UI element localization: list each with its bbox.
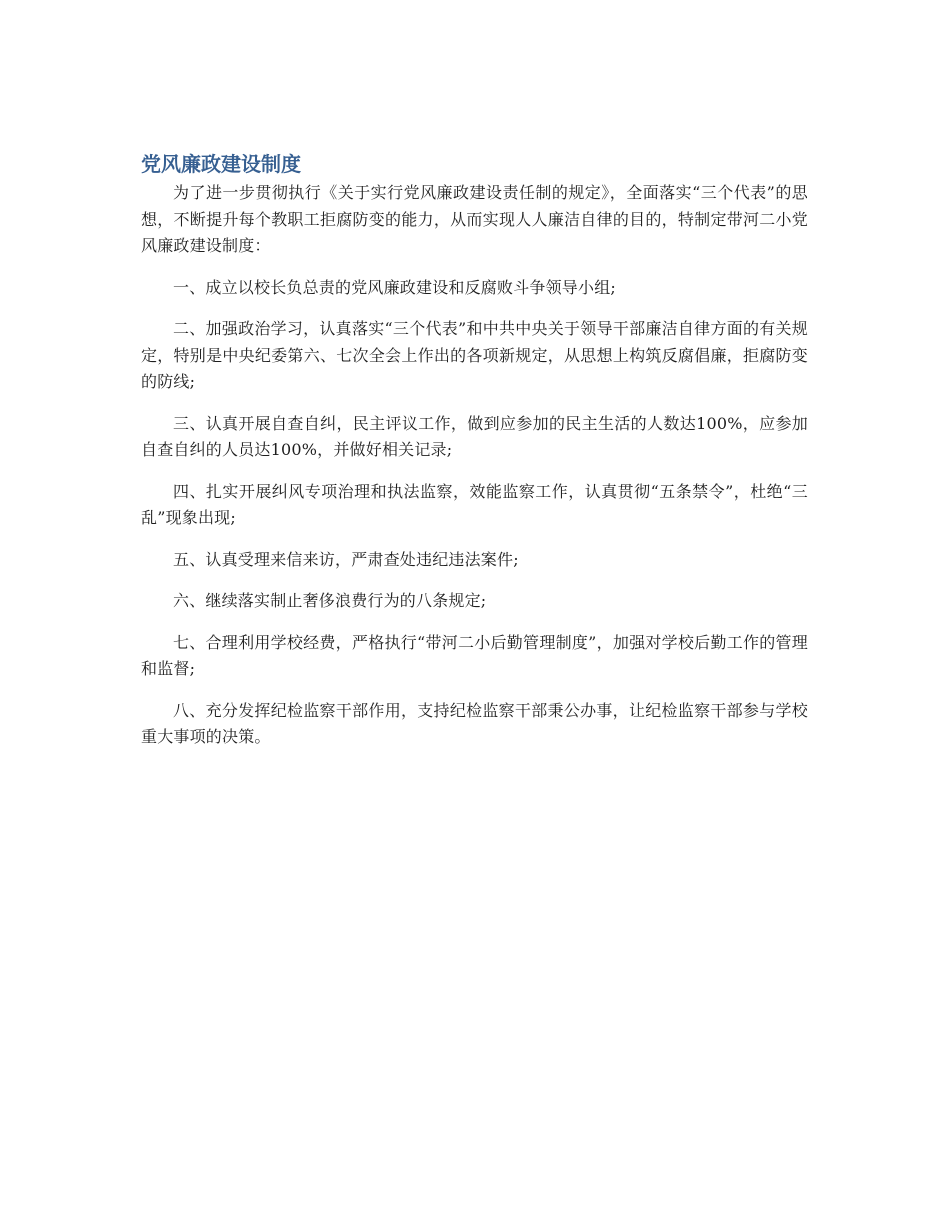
rule-item-7: 七、合理利用学校经费，严格执行“带河二小后勤管理制度”，加强对学校后勤工作的管理和监督; <box>141 632 808 678</box>
rule-item-3: 三、认真开展自查自纠，民主评议工作，做到应参加的民主生活的人数达100%，应参加自查自纠的人员达100%，并做好相关记录; <box>141 413 808 459</box>
rule-item-4: 四、扎实开展纠风专项治理和执法监察，效能监察工作，认真贯彻“五条禁令”，杜绝“三乱”现象出现; <box>141 481 808 527</box>
document-title: 党风廉政建设制度 <box>141 152 301 176</box>
intro-paragraph: 为了进一步贯彻执行《关于实行党风廉政建设责任制的规定》，全面落实“三个代表”的思想，不断提升每个教职工拒腐防变的能力，从而实现人人廉洁自律的目的，特制定带河二小党风廉政建设制度： <box>141 183 808 255</box>
rule-item-6: 六、继续落实制止奢侈浪费行为的八条规定; <box>173 591 487 610</box>
rule-item-1: 一、成立以校长负总责的党风廉政建设和反腐败斗争领导小组; <box>173 277 616 297</box>
rule-item-2: 二、加强政治学习，认真落实“三个代表”和中共中央关于领导干部廉洁自律方面的有关规定，特别是中央纪委第六、七次全会上作出的各项新规定，从思想上构筑反腐倡廉，拒腐防变的防线; <box>141 319 808 391</box>
rule-item-5: 五、认真受理来信来访，严肃查处违纪违法案件; <box>173 549 519 569</box>
rule-item-8: 八、充分发挥纪检监察干部作用，支持纪检监察干部秉公办事，让纪检监察干部参与学校重大事项的决策。 <box>141 700 808 746</box>
